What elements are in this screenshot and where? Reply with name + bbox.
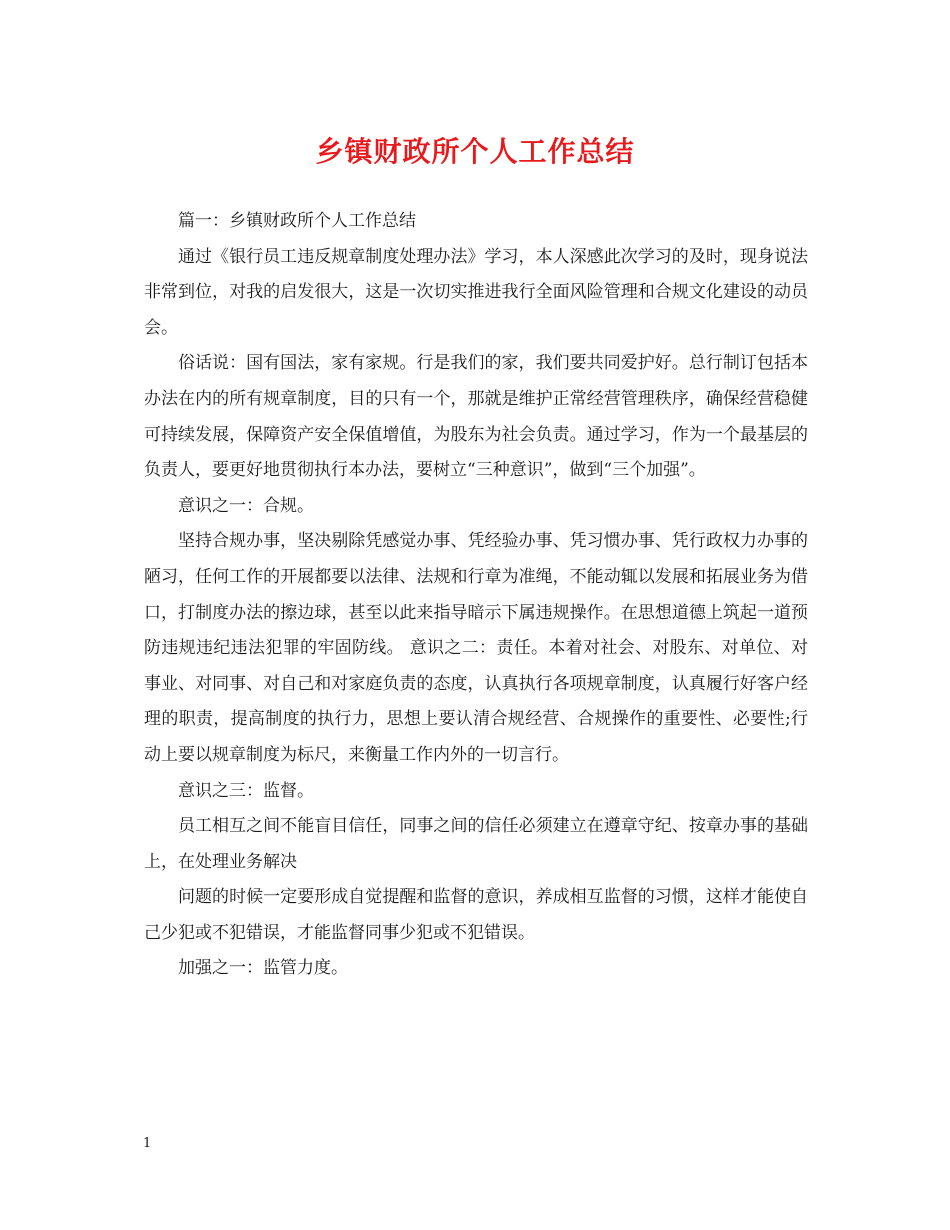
page-number: 1: [143, 1136, 152, 1151]
paragraph-compliance: 坚持合规办事，坚决剔除凭感觉办事、凭经验办事、凭习惯办事、凭行政权力办事的陋习，任何工作的开展都要以法律、法规和行章为准绳，不能动辄以发展和拓展业务为借口，打制度办法的擦边球，甚至以此来指导暗示下属违规操作。在思想道德上筑起一道预防违规违纪违法犯罪的牢固防线。 意识之二：责任。本着对社会、对股东、对单位、对事业、对同事、对自己和对家庭负责的态度，认真执行各项规章制度，认真履行好客户经理的职责，提高制度的执行力，思想上要认清合规经营、合规操作的重要性、必要性;行动上要以规章制度为标尺，来衡量工作内外的一切言行。: [144, 531, 808, 765]
document-title: 乡镇财政所个人工作总结: [315, 135, 635, 168]
document-body: [144, 204, 808, 987]
heading-strengthen-one: 加强之一：监管力度。: [178, 958, 348, 979]
paragraph-supervision-part2: 问题的时候一定要形成自觉提醒和监督的意识，养成相互监督的习惯，这样才能使自己少犯或不犯错误，才能监督同事少犯或不犯错误。: [144, 887, 808, 943]
paragraph-supervision-part1: 员工相互之间不能盲目信任，同事之间的信任必须建立在遵章守纪、按章办事的基础上，在处理业务解决: [144, 816, 808, 872]
heading-awareness-three: 意识之三：监督。: [178, 780, 314, 801]
heading-awareness-one: 意识之一：合规。: [178, 495, 314, 516]
chapter-heading: 篇一：乡镇财政所个人工作总结: [178, 211, 416, 231]
paragraph-intro: 通过《银行员工违反规章制度处理办法》学习，本人深感此次学习的及时，现身说法非常到位，对我的启发很大，这是一次切实推进我行全面风险管理和合规文化建设的动员会。: [144, 246, 808, 338]
paragraph-saying: 俗话说：国有国法，家有家规。行是我们的家，我们要共同爱护好。总行制订包括本办法在内的所有规章制度，目的只有一个，那就是维护正常经营管理秩序，确保经营稳健可持续发展，保障资产安全保值增值，为股东为社会负责。通过学习，作为一个最基层的负责人，要更好地贯彻执行本办法，要树立“三种意识”，做到“三个加强”。: [144, 353, 808, 481]
